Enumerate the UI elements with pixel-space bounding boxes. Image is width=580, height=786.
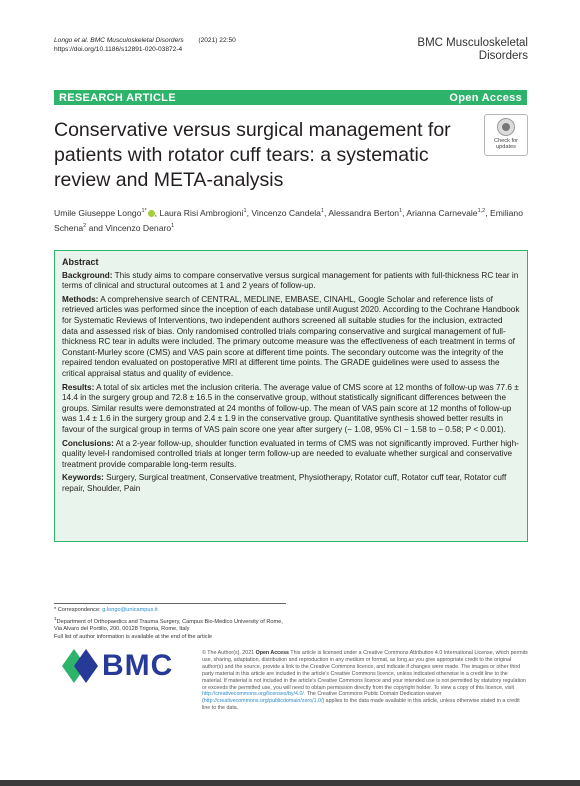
crossmark-icon: [497, 118, 515, 136]
author[interactable]: [54, 208, 155, 218]
correspondence-email[interactable]: g.longo@unicampus.it: [102, 607, 158, 613]
license-link-zero[interactable]: http://creativecommons.org/publicdomain/zero/1.0/: [203, 698, 323, 705]
footnote-divider: [54, 603, 286, 604]
author[interactable]: [105, 223, 174, 233]
author-name: Vincenzo Denaro: [105, 222, 172, 233]
author-affiliation-sup: 1,2: [477, 208, 486, 214]
abstract-section: [62, 383, 520, 436]
author[interactable]: [159, 208, 246, 218]
abstract-section-text: Surgery, Surgical treatment, Conservative treatment, Physiotherapy, Rotator cuff, Rotator cuff tear, Rotator cuff repair, Shoulder, Pain: [62, 473, 507, 493]
abstract-section-text: At a 2-year follow-up, shoulder function evaluated in terms of CMS was not significantly improved. Further high-quality level-I randomised controlled trials at longer term follow-up are needed to evaluate whether surgical and conservative treatment provide comparable long-term results.: [62, 438, 519, 469]
author-affiliation-sup: 2: [83, 222, 87, 229]
orcid-icon[interactable]: [148, 210, 155, 217]
citation-year-page: (2021) 22:50: [198, 37, 236, 44]
license-open-access: Open Access: [255, 650, 289, 656]
abstract-section: [62, 473, 520, 494]
doi-link[interactable]: https://doi.org/10.1186/s12891-020-03872-4: [54, 46, 183, 53]
abstract-heading: Abstract: [62, 257, 99, 267]
abstract-section-text: A comprehensive search of CENTRAL, MEDLINE, EMBASE, CINAHL, Google Scholar and reference lists of retrieved articles was performed since the inception of each database until August 2020. According to the Cochrane Handbook for Systematic Reviews of Interventions, two independent authors screened all suitable studies for the inclusion, extracted data and assessed risk of bias. Only randomised controlled trials comparing conservative and surgical management of full-thickness RC tear in adults were included. The primary outcome measure was the effectiveness of each treatment in terms of Constant-Murley score (CMS) and VAS pain score at different time points. The secondary outcome was the integrity of the repaired tendon evaluated on postoperative MRI at different time points. The GRADE guidelines were used to assess the critical appraisal status and quality of evidence.: [62, 294, 520, 378]
author-affiliation-sup: 1: [171, 222, 175, 229]
abstract-section-text: This study aims to compare conservative versus surgical management for patients with full-thickness RC tear in terms of clinical and structural outcomes at 1 and 2 years of follow-up.: [62, 270, 519, 291]
abstract-section-label: Keywords:: [62, 473, 104, 483]
check-for-updates-badge[interactable]: [484, 114, 528, 156]
author-affiliation-sup: 1*: [141, 208, 147, 214]
author-affiliation-sup: 1: [399, 208, 403, 214]
affiliation-text: Department of Orthopaedics and Trauma Surgery, Campus Bio-Medico University of Rome, Via Alvaro del Portillo, 200, 00128 Trigoria, Rome, Italy: [54, 618, 283, 633]
author-affiliation-sup: 1: [243, 208, 247, 214]
abstract-box: [54, 250, 528, 542]
article-title: Conservative versus surgical management for patients with rotator cuff tears: a systematic review and META-analysis: [54, 119, 451, 191]
abstract-section: [62, 295, 520, 380]
article-type-banner: [54, 90, 527, 105]
abstract-section-text: A total of six articles met the inclusion criteria. The average value of CMS score at 12 months of follow-up was 77.6 ± 14.4 in the surgery group and 72.8 ± 16.5 in the conservative group, without statistically significant differences between the groups. Similar results were demonstrated at 24 months of follow-up. The mean of VAS pain score at 12 months of follow-up was 1.4 ± 1.6 in the surgery group and 2.4 ± 1.9 in the conservative group. Quantitative synthesis showed better results in favour of the surgical group in terms of VAS pain score one year after surgery (− 1.08, 95% CI − 1.58 to − 0.58; P < 0.001).: [62, 382, 519, 434]
license-text: © The Author(s). 2021 Open Access This article is licensed under a Creative Commons Attribution 4.0 International License, which permits use, sharing, adaptation, distribution and reproduction in any medium or format, as long as you give appropriate credit to the original author(s) and the source, provide a link to the Creative Commons licence, and indicate if changes were made. The images or other third party material in this article are included in the article's Creative Commons licence, unless indicated otherwise in a credit line to the material. If material is not included in the article's Creative Commons licence and your intended use is not permitted by statutory regulation or exceeds the permitted use, you will need to obtain permission directly from the copyright holder. To view a copy of this licence, visit http://creativecommons.org/licenses/by/4.0/. The Creative Commons Public Domain Dedication waiver (http://creativecommons.org/publicdomain/zero/1.0/) applies to the data made available in this article, unless otherwise stated in a credit line to the data.: [202, 650, 528, 712]
journal-name-line1: BMC Musculoskeletal: [417, 37, 528, 49]
author-name: Laura Risi Ambrogioni: [159, 207, 244, 218]
bmc-logo: [62, 649, 173, 683]
author[interactable]: [251, 208, 324, 218]
journal-name-line2: Disorders: [478, 49, 528, 62]
article-type: RESEARCH ARTICLE: [59, 91, 176, 104]
author-name: Alessandra Berton: [328, 207, 400, 218]
abstract-section-label: Background:: [62, 270, 113, 280]
author[interactable]: [328, 208, 402, 218]
author-name: Arianna Carnevale: [406, 207, 478, 218]
author-name: Vincenzo Candela: [251, 207, 321, 218]
check-for-updates-label: Check for updates: [494, 138, 518, 150]
license-link-by[interactable]: http://creativecommons.org/licenses/by/4.0/.: [202, 691, 306, 698]
abstract-section: [62, 271, 520, 292]
author-name: Emiliano Schena: [54, 207, 523, 233]
author[interactable]: [406, 208, 485, 218]
citation-header: [54, 36, 236, 54]
author-affiliation-sup: 1: [320, 208, 325, 214]
abstract-section: [62, 439, 520, 471]
author-list: Umile Giuseppe Longo$^{1*}$ , Laura Risi Ambrogioni$^1$, Vincenzo Candela$^1$, Alessandra Berton$^1$, Arianna Carnevale$^{1,2}$, Emiliano Schena$^2$ and Vincenzo Denaro$^1$: [54, 207, 523, 233]
abstract-section-label: Conclusions:: [62, 438, 114, 448]
author-info-note: Full list of author information is available at the end of the article: [54, 633, 212, 640]
abstract-section-label: Results:: [62, 382, 95, 392]
bmc-logo-text: BMC: [102, 649, 174, 682]
journal-name: [417, 37, 528, 62]
abstract-section-label: Methods:: [62, 294, 99, 304]
footnotes: [54, 603, 286, 641]
affiliation-sup: 1: [54, 615, 57, 621]
bmc-logo-icon: [62, 649, 98, 683]
correspondence-label: * Correspondence:: [54, 607, 101, 613]
open-access-label: Open Access: [449, 91, 522, 104]
author-name: Umile Giuseppe Longo: [54, 207, 142, 218]
citation-authors-journal: Longo et al. BMC Musculoskeletal Disorders: [54, 37, 184, 44]
